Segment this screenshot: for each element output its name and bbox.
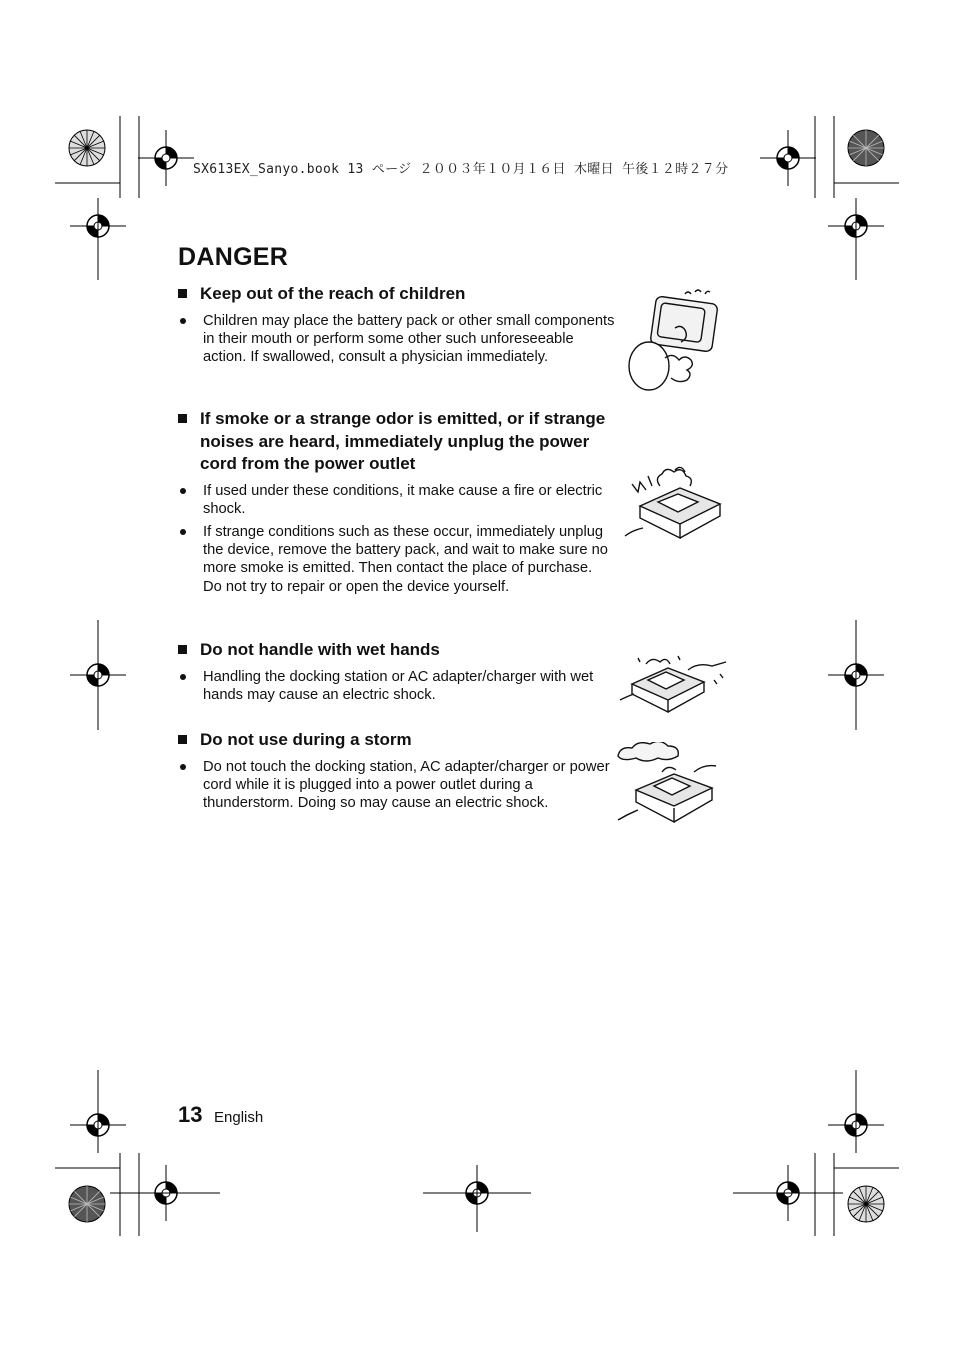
- section-children: [178, 283, 618, 371]
- section-heading: Do not handle with wet hands: [200, 640, 440, 659]
- list-item: Do not touch the docking station, AC adapter/charger or power cord while it is plugged into a power outlet during a thunderstorm. Doing so may cause an electric shock.: [178, 758, 618, 813]
- square-bullet-icon: [178, 414, 187, 423]
- bullet-list: [178, 482, 608, 596]
- child-with-battery-illustration: [625, 288, 725, 394]
- list-item: Children may place the battery pack or other small components in their mouth or perform some other such unforeseeable action. If swallowed, consult a physician immediately.: [178, 312, 618, 367]
- thunderstorm-illustration: [614, 742, 726, 826]
- bullet-list: [178, 312, 618, 367]
- square-bullet-icon: [178, 735, 187, 744]
- language-label: English: [214, 1109, 264, 1126]
- square-bullet-icon: [178, 645, 187, 654]
- section-storm: [178, 729, 618, 817]
- section-smoke: [178, 408, 608, 601]
- list-item: Handling the docking station or AC adapter/charger with wet hands may cause an electric shock.: [178, 668, 618, 704]
- bullet-list: [178, 668, 618, 704]
- page-number: 13: [178, 1102, 203, 1127]
- list-item: If used under these conditions, it make cause a fire or electric shock.: [178, 482, 608, 518]
- bullet-list: [178, 758, 618, 813]
- smoking-adapter-illustration: [620, 466, 725, 548]
- square-bullet-icon: [178, 289, 187, 298]
- print-info-header: SX613EX_Sanyo.book 13 ページ ２００３年１０月１６日 木曜日 午後１２時２７分: [193, 162, 729, 177]
- section-heading: If smoke or a strange odor is emitted, or if strange noises are heard, immediately unplug the power cord from the power outlet: [200, 409, 606, 473]
- page-title: DANGER: [178, 243, 289, 271]
- section-heading: Do not use during a storm: [200, 730, 412, 749]
- wet-hands-illustration: [618, 650, 728, 718]
- section-wet-hands: [178, 639, 618, 709]
- list-item: If strange conditions such as these occur, immediately unplug the device, remove the battery pack, and wait to make sure no more smoke is emitted. Then contact the place of purchase. Do not try to repair or open the device yourself.: [178, 523, 608, 596]
- section-heading: Keep out of the reach of children: [200, 284, 466, 303]
